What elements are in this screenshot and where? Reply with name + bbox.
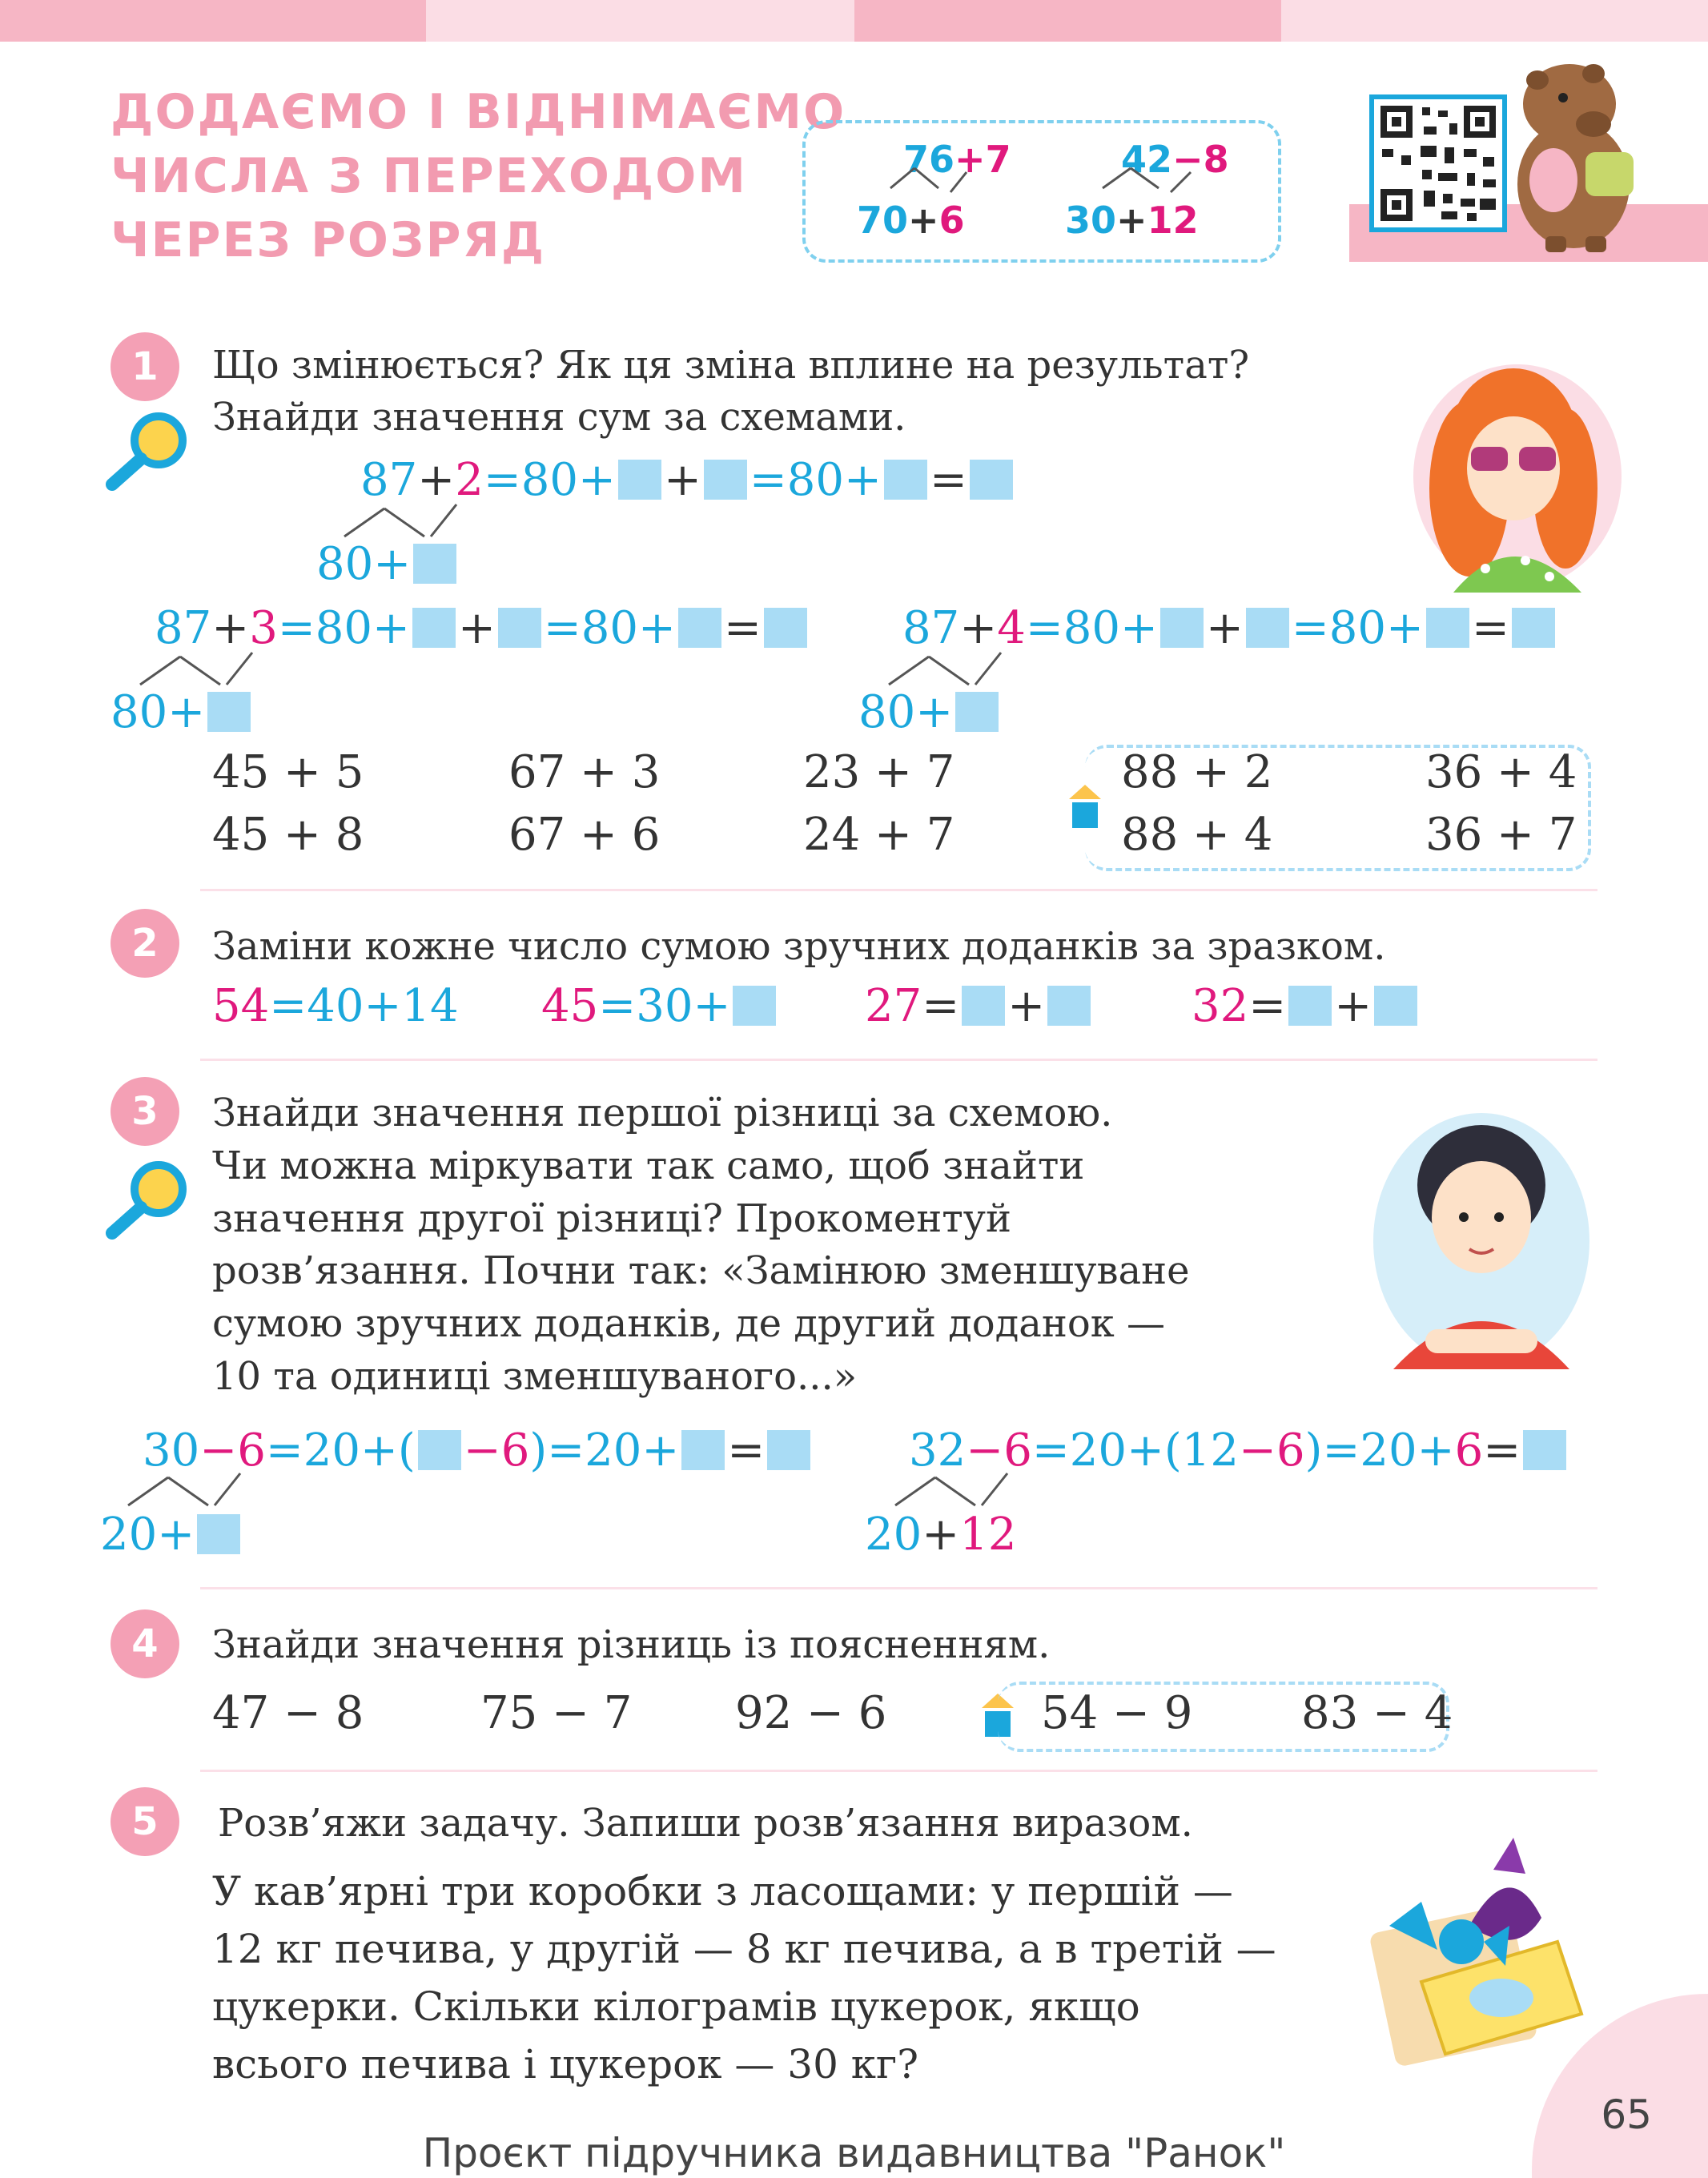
- separator: [200, 1770, 1597, 1772]
- scheme-add-bottom: 70+6: [857, 199, 965, 242]
- task1-eq-2: 87+3=80+ + =80+ =: [155, 601, 810, 657]
- task5-line-2: 12 кг печива, у другій — 8 кг печива, а в третій —: [212, 1926, 1276, 1972]
- answer-box[interactable]: [970, 460, 1013, 500]
- task2-line: Заміни кожне число сумою зручних доданків за зразком.: [212, 924, 1386, 969]
- answer-box[interactable]: [1047, 986, 1091, 1026]
- footer-text: Проєкт підручника видавництва "Ранок": [422, 2130, 1286, 2176]
- answer-box[interactable]: [1374, 986, 1417, 1026]
- task3-line-6: 10 та одиниці зменшуваного...»: [212, 1354, 858, 1399]
- answer-box[interactable]: [733, 986, 776, 1026]
- answer-box[interactable]: [618, 460, 661, 500]
- task1-eq-3: 87+4=80+ + =80+ =: [902, 601, 1557, 657]
- top-bar-1: [0, 0, 426, 42]
- task3-line-1: Знайди значення першої різниці за схемою.: [212, 1091, 1113, 1135]
- task1-line-1: Що змінюється? Як ця зміна вплине на результат?: [212, 343, 1250, 388]
- page-title: [111, 80, 846, 272]
- task1-ex-5: 23 + 7: [803, 746, 955, 798]
- task3-eq-2: 32−6=20+(12−6)=20+6=: [909, 1423, 1569, 1479]
- task3-line-5: сумою зручних доданків, де другий доданок —: [212, 1301, 1166, 1346]
- split-arrow-icon: [889, 649, 1017, 689]
- task2-ex-3: 27= +: [865, 978, 1093, 1035]
- task-number-5: 5: [111, 1787, 179, 1856]
- task1-line-2: Знайди значення сум за схемами.: [212, 395, 906, 440]
- task1-eq-1: 87+2=80+ + =80+ =: [360, 452, 1015, 508]
- answer-box[interactable]: [955, 692, 999, 732]
- answer-box[interactable]: [884, 460, 927, 500]
- task3-eq-1: 30−6=20+( −6)=20+ =: [143, 1423, 813, 1479]
- scheme-arrows-icon: [802, 120, 1275, 256]
- title-line-2: ЧИСЛА З ПЕРЕХОДОМ: [111, 148, 747, 204]
- task3-line-2: Чи можна міркувати так само, щоб знайти: [212, 1143, 1085, 1188]
- task3-split-2: 20+12: [865, 1509, 1017, 1561]
- top-bar-3: [854, 0, 1281, 42]
- answer-box[interactable]: [704, 460, 747, 500]
- magnifier-icon: [102, 1153, 191, 1241]
- task1-extra-3: 36 + 4: [1425, 746, 1577, 798]
- sweets-illustration-icon: [1373, 1830, 1597, 2070]
- split-arrow-icon: [128, 1469, 256, 1509]
- answer-box[interactable]: [418, 1430, 461, 1470]
- answer-box[interactable]: [1426, 608, 1469, 648]
- boy-illustration-icon: [1361, 1097, 1593, 1385]
- task1-extra-1: 88 + 2: [1121, 746, 1273, 798]
- answer-box[interactable]: [1288, 986, 1332, 1026]
- answer-box[interactable]: [1523, 1430, 1566, 1470]
- task2-ex-4: 32= +: [1192, 978, 1420, 1035]
- task-number-4: 4: [111, 1609, 179, 1678]
- page-number: 65: [1601, 2092, 1652, 2138]
- answer-box[interactable]: [498, 608, 541, 648]
- task4-ex-2: 75 − 7: [480, 1687, 633, 1739]
- answer-box[interactable]: [412, 608, 456, 648]
- task1-ex-4: 67 + 6: [508, 809, 661, 861]
- task4-line: Знайди значення різниць із поясненням.: [212, 1622, 1051, 1667]
- task1-split-2: 80+: [111, 685, 253, 741]
- split-arrow-icon: [344, 500, 472, 540]
- separator: [200, 1587, 1597, 1589]
- separator: [200, 1059, 1597, 1061]
- top-bar-2: [426, 0, 854, 42]
- split-arrow-icon: [895, 1469, 1023, 1509]
- answer-box[interactable]: [207, 692, 251, 732]
- task-number-2: 2: [111, 909, 179, 978]
- split-arrow-icon: [140, 649, 268, 689]
- task1-ex-6: 24 + 7: [803, 809, 955, 861]
- answer-box[interactable]: [1512, 608, 1555, 648]
- answer-box[interactable]: [962, 986, 1005, 1026]
- girl-illustration-icon: [1381, 336, 1622, 593]
- task1-extra-4: 36 + 7: [1425, 809, 1577, 861]
- answer-box[interactable]: [767, 1430, 810, 1470]
- task4-ex-1: 47 − 8: [212, 1687, 364, 1739]
- task1-ex-3: 67 + 3: [508, 746, 661, 798]
- answer-box[interactable]: [1160, 608, 1204, 648]
- task3-line-4: розв’язання. Почни так: «Замінюю зменшуване: [212, 1248, 1190, 1293]
- scheme-add-top: 76+7: [903, 138, 1011, 181]
- answer-box[interactable]: [681, 1430, 725, 1470]
- task2-ex-2: 45=30+: [541, 978, 778, 1035]
- separator: [200, 889, 1597, 891]
- task5-heading: Розв’яжи задачу. Запиши розв’язання виразом.: [218, 1801, 1193, 1846]
- task-number-3: 3: [111, 1077, 179, 1146]
- task4-extra-1: 54 − 9: [1041, 1687, 1193, 1739]
- task1-ex-1: 45 + 5: [212, 746, 364, 798]
- task2-ex-1: 54=40+14: [212, 980, 459, 1032]
- task5-line-4: всього печива і цукерок — 30 кг?: [212, 2041, 919, 2088]
- answer-box[interactable]: [1246, 608, 1289, 648]
- magnifier-icon: [102, 404, 191, 492]
- task3-split-1: 20+: [100, 1507, 243, 1563]
- title-line-1: ДОДАЄМО І ВІДНІМАЄМО: [111, 84, 846, 140]
- top-bar-4: [1281, 0, 1708, 42]
- scheme-sub-top: 42−8: [1121, 138, 1229, 181]
- task4-extra-2: 83 − 4: [1301, 1687, 1453, 1739]
- capybara-icon: [1505, 48, 1642, 256]
- qr-code-icon[interactable]: [1369, 94, 1507, 232]
- task-number-1: 1: [111, 332, 179, 401]
- task1-ex-2: 45 + 8: [212, 809, 364, 861]
- task5-line-1: У кав’ярні три коробки з ласощами: у першій —: [212, 1868, 1233, 1915]
- task4-ex-3: 92 − 6: [735, 1687, 887, 1739]
- answer-box[interactable]: [197, 1514, 240, 1554]
- task1-split-3: 80+: [858, 685, 1001, 741]
- task3-line-3: значення другої різниці? Прокоментуй: [212, 1196, 1011, 1241]
- answer-box[interactable]: [413, 544, 456, 584]
- task1-split-1: 80+: [316, 536, 459, 593]
- title-line-3: ЧЕРЕЗ РОЗРЯД: [111, 212, 546, 268]
- answer-box[interactable]: [764, 608, 807, 648]
- task5-line-3: цукерки. Скільки кілограмів цукерок, якщо: [212, 1983, 1140, 2030]
- scheme-sub-bottom: 30+12: [1065, 199, 1199, 242]
- task1-extra-2: 88 + 4: [1121, 809, 1273, 861]
- answer-box[interactable]: [678, 608, 721, 648]
